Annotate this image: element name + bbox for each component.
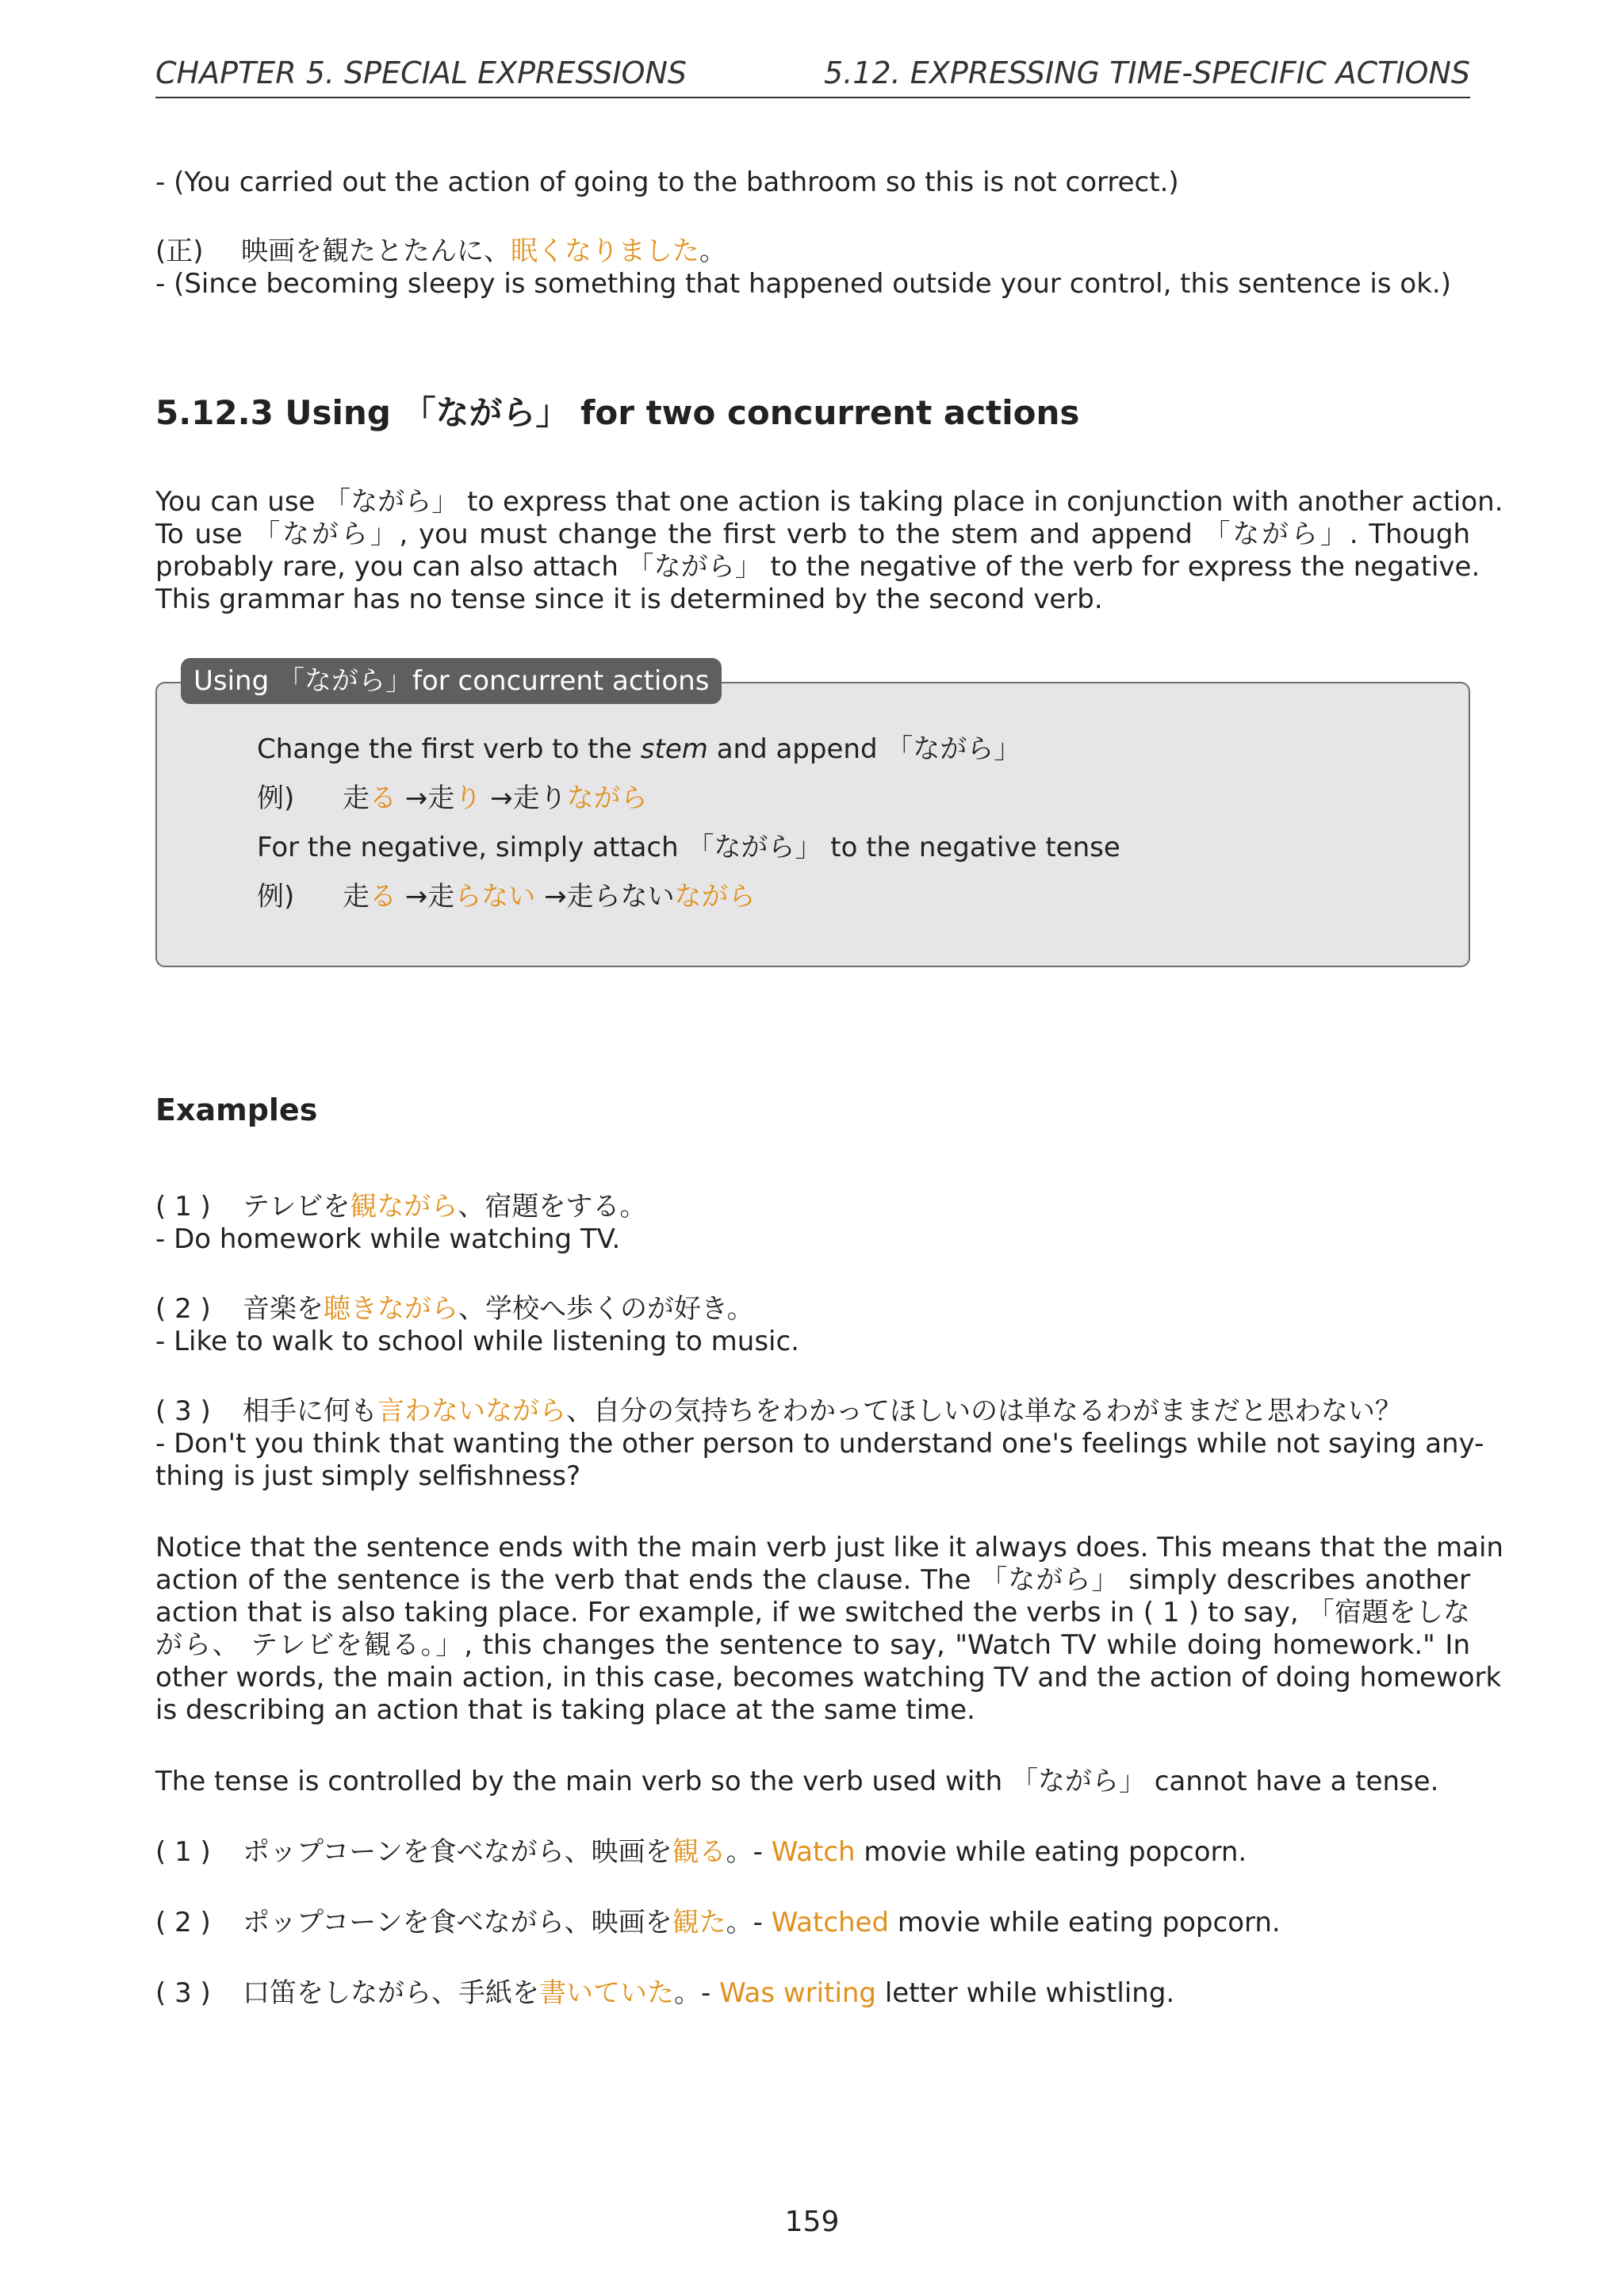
example-1-en: - Do homework while watching TV. xyxy=(155,1223,621,1255)
grammar-rule-negative: For the negative, simply attach 「ながら」 to the negative tense xyxy=(257,832,1120,863)
example-2-en: - Like to walk to school while listening to music. xyxy=(155,1326,799,1357)
grammar-box xyxy=(155,682,1470,967)
grammar-example-2: 例) 走る →走らない →走らないながら xyxy=(257,881,756,913)
correct-mark: (正) xyxy=(155,235,204,267)
tense-example-1: ( 1 ) ポップコーンを食べながら、映画を観る。- Watch movie while eating popcorn. xyxy=(155,1836,1247,1868)
page-number: 159 xyxy=(784,2206,840,2238)
example-3-jp: ( 3 ) 相手に何も言わないながら、自分の気持ちをわかってほしいのは単なるわがままだと思わない？ xyxy=(155,1395,1402,1427)
running-header xyxy=(155,49,1470,98)
correct-note: - (Since becoming sleepy is something that happened outside your control, this sentence is ok.) xyxy=(155,268,1451,300)
example-2-jp: ( 2 ) 音楽を聴きながら、学校へ歩くのが好き。 xyxy=(155,1293,754,1325)
tense-example-2: ( 2 ) ポップコーンを食べながら、映画を観た。- Watched movie while eating popcorn. xyxy=(155,1907,1281,1938)
intro-paragraph: You can use 「ながら」 to express that one action is taking place in conjunction with another action. To use 「ながら」, you must change the first verb to the stem and append 「ながら」. Though probably rare, you can also attach 「ながら」 to the negative of the verb for express the negative. This grammar has no tense since it is determined by the second verb. xyxy=(155,486,1503,615)
tense-example-3: ( 3 ) 口笛をしながら、手紙を書いていた。- Was writing letter while whistling. xyxy=(155,1977,1175,2009)
example-3-en: - Don't you think that wanting the other person to understand one's feelings while not saying any- thing is just simply selfishness? xyxy=(155,1428,1484,1492)
highlight: 眠くなりました xyxy=(511,235,699,267)
incorrect-note: - (You carried out the action of going to the bathroom so this is not correct.) xyxy=(155,166,1179,198)
correct-example: (正) 映画を観たとたんに、眠くなりました。 xyxy=(155,235,726,267)
grammar-rule-stem: Change the first verb to the stem and append 「ながら」 xyxy=(257,733,1021,765)
header-chapter: CHAPTER 5. SPECIAL EXPRESSIONS xyxy=(155,55,688,90)
tense-note: The tense is controlled by the main verb so the verb used with 「ながら」 cannot have a tense. xyxy=(155,1766,1439,1797)
section-heading: 5.12.3 Using 「ながら」 for two concurrent actions xyxy=(155,393,1080,432)
notice-paragraph: Notice that the sentence ends with the main verb just like it always does. This means that the main action of the sentence is the verb that ends the clause. The 「ながら」 simply describes another action that is also taking place. For example, if we switched the verbs in ( 1 ) to say, 「宿題をしな がら、 テレビを観る。」, this changes the sentence to say, "Watch TV while doing homework." In other words, the main action, in this case, becomes watching TV and the action of doing homework is describing an action that is taking place at the same time. xyxy=(155,1532,1503,1726)
example-1-jp: ( 1 ) テレビを観ながら、宿題をする。 xyxy=(155,1191,647,1223)
examples-heading: Examples xyxy=(155,1093,318,1127)
header-section: 5.12. EXPRESSING TIME-SPECIFIC ACTIONS xyxy=(824,55,1470,90)
grammar-box-title: Using 「ながら」for concurrent actions xyxy=(181,658,722,704)
grammar-example-1: 例) 走る →走り →走りながら xyxy=(257,783,648,814)
